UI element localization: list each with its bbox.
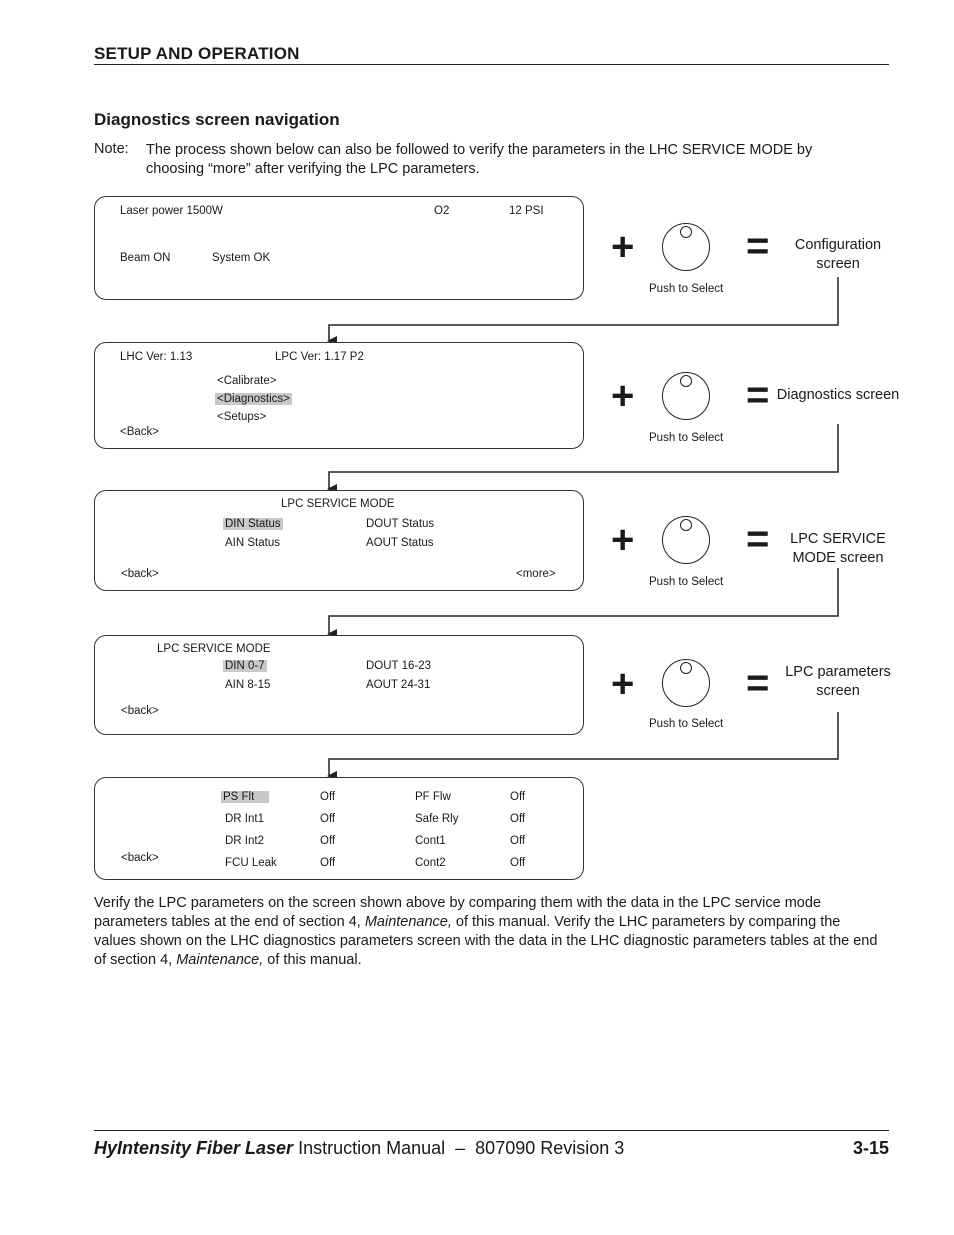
lcd-screen-lpc-service [94,490,584,591]
lcd-screen-main [94,196,584,300]
param-name: DR Int1 [225,813,264,825]
menu-item-calibrate: <Calibrate> [217,375,277,387]
result-diagnostics-screen: Diagnostics screen [776,387,900,403]
param-value: Off [510,791,526,803]
lhc-version-text: LHC Ver: 1.13 [120,351,193,363]
param-value: Off [320,791,336,803]
pressure-text: 12 PSI [509,205,544,217]
body-text-3: of this manual. [263,952,362,968]
push-to-select-label: Push to Select [649,718,724,730]
more-item: <more> [516,568,556,580]
param-name: DR Int2 [225,835,264,847]
page-title: Diagnostics screen navigation [94,110,340,129]
push-to-select-label: Push to Select [649,432,724,444]
back-item: <back> [121,852,159,864]
equals-symbol: = [746,517,770,561]
lpc-version-text: LPC Ver: 1.17 P2 [275,351,364,363]
plus-symbol: + [611,518,635,562]
maintenance-ref-2: Maintenance, [176,952,264,968]
laser-power-text: Laser power 1500W [120,205,223,217]
note-label: Note: [94,141,129,157]
select-knob-icon [662,516,710,564]
result-lpc-service-mode-screen: LPC SERVICE MODE screen [790,531,886,566]
equals-symbol: = [746,224,770,268]
din-range-item: DIN 0-7 [225,660,265,672]
back-item: <back> [121,705,159,717]
plus-symbol: + [611,374,635,418]
param-name: Safe Rly [415,813,459,825]
service-mode-title: LPC SERVICE MODE [157,643,271,655]
result-configuration-screen: Configuration screen [794,237,882,272]
menu-item-setups: <Setups> [217,411,267,423]
plus-symbol: + [611,662,635,706]
equals-symbol: = [746,373,770,417]
footer-title [94,1138,624,1159]
dout-status-item: DOUT Status [366,518,435,530]
dout-range-item: DOUT 16-23 [366,660,431,672]
back-item: <back> [121,568,159,580]
param-name: Cont2 [415,857,446,869]
param-value: Off [510,857,526,869]
page-number: 3-15 [852,1138,889,1158]
param-name: PS Flt [221,791,269,803]
lcd-screen-lpc-parameters-menu [94,635,584,735]
param-value: Off [320,857,336,869]
note-text: The process shown below can also be followed to verify the parameters in the LHC SERVICE MODE by choosing “more” after verifying the LPC parameters. [146,142,813,177]
service-mode-title: LPC SERVICE MODE [281,498,395,510]
din-status-item: DIN Status [225,518,281,530]
footer-rule [94,1130,889,1131]
param-value: Off [320,813,336,825]
push-to-select-label: Push to Select [649,283,724,295]
gas-type-text: O2 [434,205,450,217]
verification-paragraph [94,894,884,970]
menu-item-back: <Back> [120,426,159,438]
param-name: PF Flw [415,791,451,803]
ain-range-item: AIN 8-15 [225,679,271,691]
param-name: Cont1 [415,835,446,847]
param-value: Off [510,835,526,847]
body-text-2: of this manual. Verify the LHC parameters by comparing the values shown on the LHC diagnostics parameters screen with the data in the LHC diagnostic parameters tables at the end of section 4, [94,914,878,968]
product-name: HyIntensity Fiber Laser [94,1138,294,1158]
menu-item-diagnostics: <Diagnostics> [217,393,290,405]
param-value: Off [320,835,336,847]
lcd-screen-menu [94,342,584,449]
aout-range-item: AOUT 24-31 [366,679,431,691]
manual-info: Instruction Manual – 807090 Revision 3 [293,1138,625,1158]
section-header: SETUP AND OPERATION [94,44,300,63]
lcd-screen-parameters [94,777,584,880]
system-status-text: System OK [212,252,271,264]
body-text-1: Verify the LPC parameters on the screen shown above by comparing them with the data in the LPC service mode parameters tables at the end of section 4, [94,895,821,930]
aout-status-item: AOUT Status [366,537,434,549]
param-name: FCU Leak [225,857,277,869]
select-knob-icon [662,659,710,707]
param-value: Off [510,813,526,825]
beam-status-text: Beam ON [120,252,171,264]
select-knob-icon [662,372,710,420]
plus-symbol: + [611,225,635,269]
result-lpc-parameters-screen: LPC parameters screen [785,664,891,699]
select-knob-icon [662,223,710,271]
equals-symbol: = [746,661,770,705]
maintenance-ref-1: Maintenance, [364,914,452,930]
push-to-select-label: Push to Select [649,576,724,588]
ain-status-item: AIN Status [225,537,280,549]
